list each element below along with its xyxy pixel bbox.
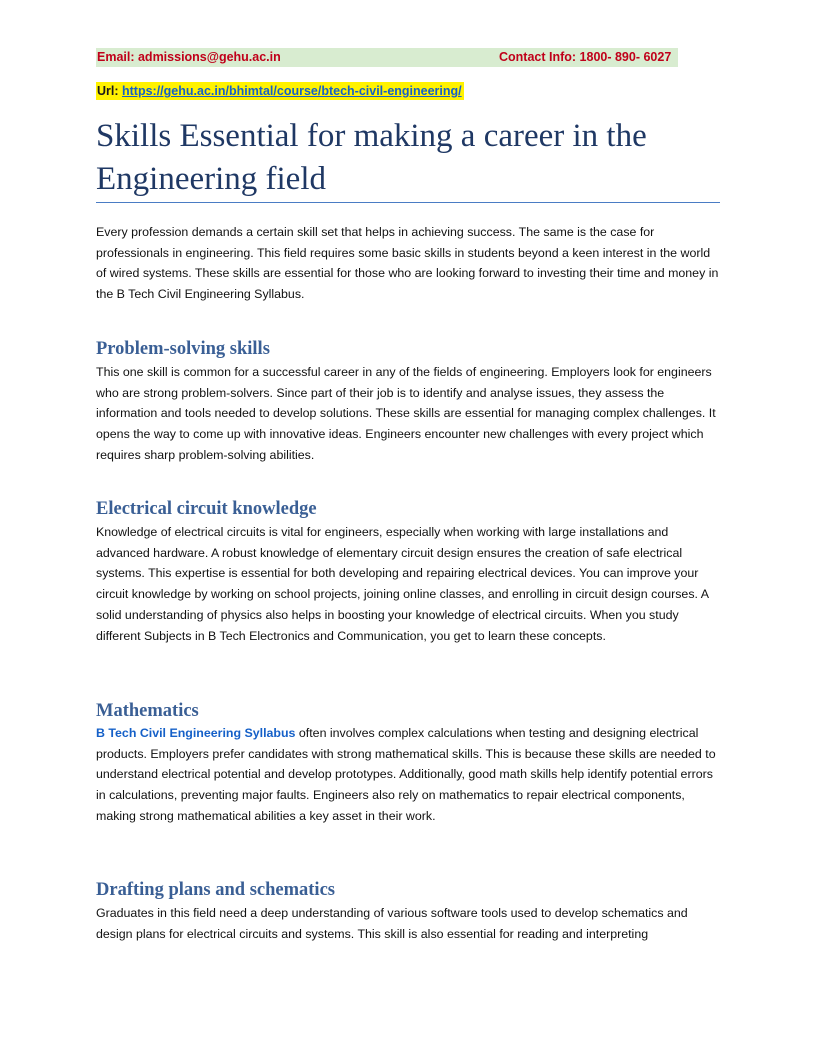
section-heading-problem-solving: Problem-solving skills [96, 339, 270, 359]
contact-info-text: Contact Info: 1800- 890- 6027 [499, 50, 672, 64]
section-heading-mathematics: Mathematics [96, 701, 199, 721]
page-title: Skills Essential for making a career in the Engineering field [96, 118, 647, 197]
email-text: Email: admissions@gehu.ac.in [97, 50, 281, 64]
section-body-problem-solving: This one skill is common for a successful career in any of the fields of engineering. Employers look for engineers who are strong problem-solvers. Since part of their job is to identify and analyse issues, they assess the information and tools needed to develop solutions. These skills are essential for managing complex challenges. It opens the way to come up with innovative ideas. Engineers encounter new challenges with every project which requires sharp problem-solving abilities. [96, 365, 716, 462]
section-body-drafting: Graduates in this field need a deep understanding of various software tools used to develop schematics and design plans for electrical circuits and systems. This skill is also essential for reading and interpreting [96, 906, 688, 941]
url-line [96, 82, 464, 100]
section-body-mathematics [96, 723, 722, 827]
intro-paragraph: Every profession demands a certain skill set that helps in achieving success. The same is the case for professionals in engineering. This field requires some basic skills in students beyond a keen interest in the world of wired systems. These skills are essential for those who are looking forward to investing their time and money in the B Tech Civil Engineering Syllabus. [96, 225, 719, 302]
url-label: Url: [97, 84, 122, 98]
mathematics-body-text: often involves complex calculations when testing and designing electrical products. Employers prefer candidates with strong mathematical skills. This is because these skills are needed to understand electrical potential and develop prototypes. Additionally, good math skills help identify potential errors in calculations, preventing major faults. Engineers also rely on mathematics to repair electrical components, making strong mathematical abilities a key asset in their work. [96, 726, 716, 823]
section-heading-electrical-circuit: Electrical circuit knowledge [96, 499, 317, 519]
title-divider [96, 202, 720, 203]
syllabus-link[interactable]: B Tech Civil Engineering Syllabus [96, 726, 296, 740]
section-body-electrical-circuit: Knowledge of electrical circuits is vital for engineers, especially when working with large installations and advanced hardware. A robust knowledge of elementary circuit design ensures the creation of safe electrical systems. This expertise is essential for both developing and repairing electrical devices. You can improve your circuit knowledge by working on school projects, joining online classes, and enrolling in circuit design courses. A solid understanding of physics also helps in boosting your knowledge of electrical circuits. When you study different Subjects in B Tech Electronics and Communication, you get to learn these concepts. [96, 525, 709, 643]
contact-bar [96, 48, 678, 67]
course-url-link[interactable]: https://gehu.ac.in/bhimtal/course/btech-civil-engineering/ [122, 84, 462, 98]
section-heading-drafting: Drafting plans and schematics [96, 880, 335, 900]
